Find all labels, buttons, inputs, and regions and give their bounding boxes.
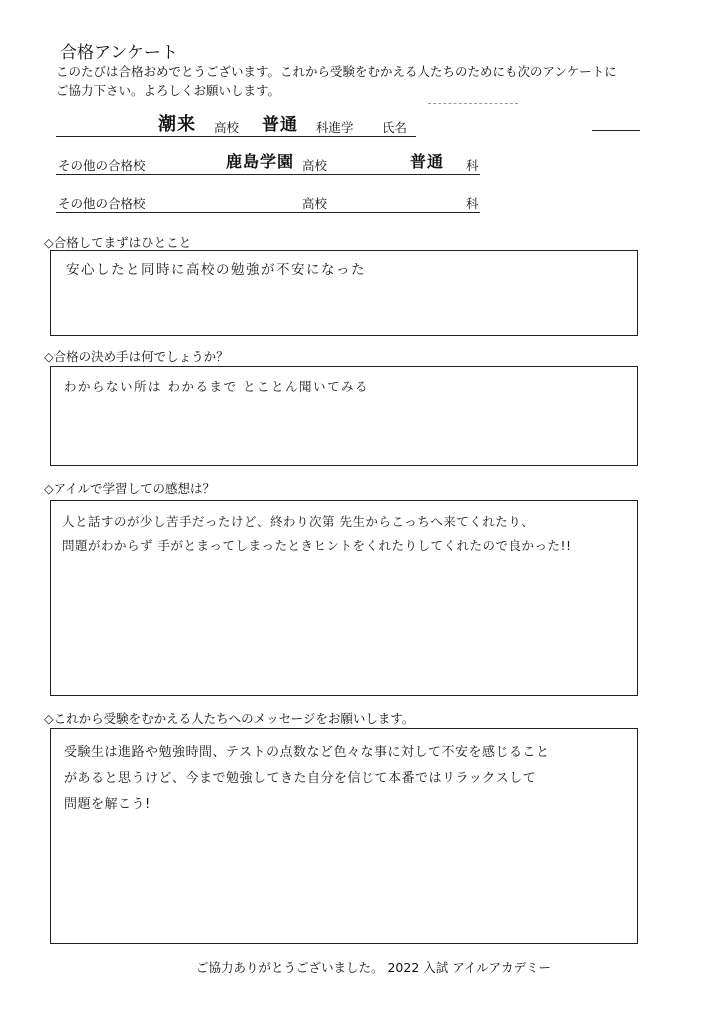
answer-4	[64, 740, 549, 818]
other-school-2-suffix: 高校	[302, 196, 328, 211]
answer-4-line-2: があると思うけど、今まで勉強してきた自分を信じて本番ではリラックスして	[64, 771, 537, 786]
question-1-label: ◇合格してまずはひとこと	[44, 235, 192, 250]
other-school-1-underline	[56, 174, 480, 175]
answer-1	[66, 258, 366, 283]
answer-3	[62, 510, 572, 558]
answer-3-line-2: 問題がわからず 手がとまってしまったときヒントをくれたりしてくれたので良かった!!	[62, 538, 572, 553]
name-underline	[592, 130, 640, 131]
school-written: 潮来	[158, 114, 196, 135]
question-2-label: ◇合格の決め手は何でしょうか？	[44, 349, 229, 364]
school-suffix: 高校	[214, 120, 240, 135]
course-written: 普通	[262, 115, 298, 135]
answer-2-line-1: わからない所は わかるまで とことん聞いてみる	[64, 379, 369, 394]
intro-text	[56, 62, 656, 100]
name-label: 氏名	[382, 120, 408, 135]
answer-4-line-1: 受験生は進路や勉強時間、テストの点数など色々な事に対して不安を感じること	[64, 745, 550, 760]
other-school-2-underline	[56, 212, 480, 213]
other-school-1-written: 鹿島学園	[226, 152, 295, 171]
intro-line-2: ご協力下さい。よろしくお願いします。	[56, 83, 281, 98]
question-3-label: ◇アイルで学習しての感想は？	[44, 481, 215, 496]
answer-4-line-3: 問題を解こう!	[64, 797, 151, 812]
other-school-1-suffix: 高校	[302, 158, 328, 173]
school-row-underline	[56, 136, 416, 137]
other-school-2-course-suffix: 科	[466, 196, 479, 211]
intro-line-1: このたびは合格おめでとうございます。これから受験をむかえる人たちのためにも次のアンケートに	[56, 64, 617, 79]
other-school-1-course-suffix: 科	[466, 158, 479, 173]
question-4-label: ◇これから受験をむかえる人たちへのメッセージをお願いします。	[44, 711, 415, 726]
answer-1-line-1: 安心したと同時に高校の勉強が不安になった	[66, 262, 366, 278]
other-school-1-label: その他の合格校	[58, 158, 146, 173]
footer-text: ご協力ありがとうございました。 2022 入試 アイルアカデミー	[196, 960, 551, 975]
other-school-2-label: その他の合格校	[58, 196, 146, 211]
survey-title: 合格アンケート	[60, 43, 178, 63]
answer-2	[64, 374, 369, 399]
course-suffix: 科進学	[316, 120, 354, 135]
faint-dash-mark	[428, 103, 518, 104]
other-school-1-course-written: 普通	[410, 152, 445, 171]
answer-3-line-1: 人と話すのが少し苦手だったけど、終わり次第 先生からこっちへ来てくれたり、	[62, 514, 535, 529]
